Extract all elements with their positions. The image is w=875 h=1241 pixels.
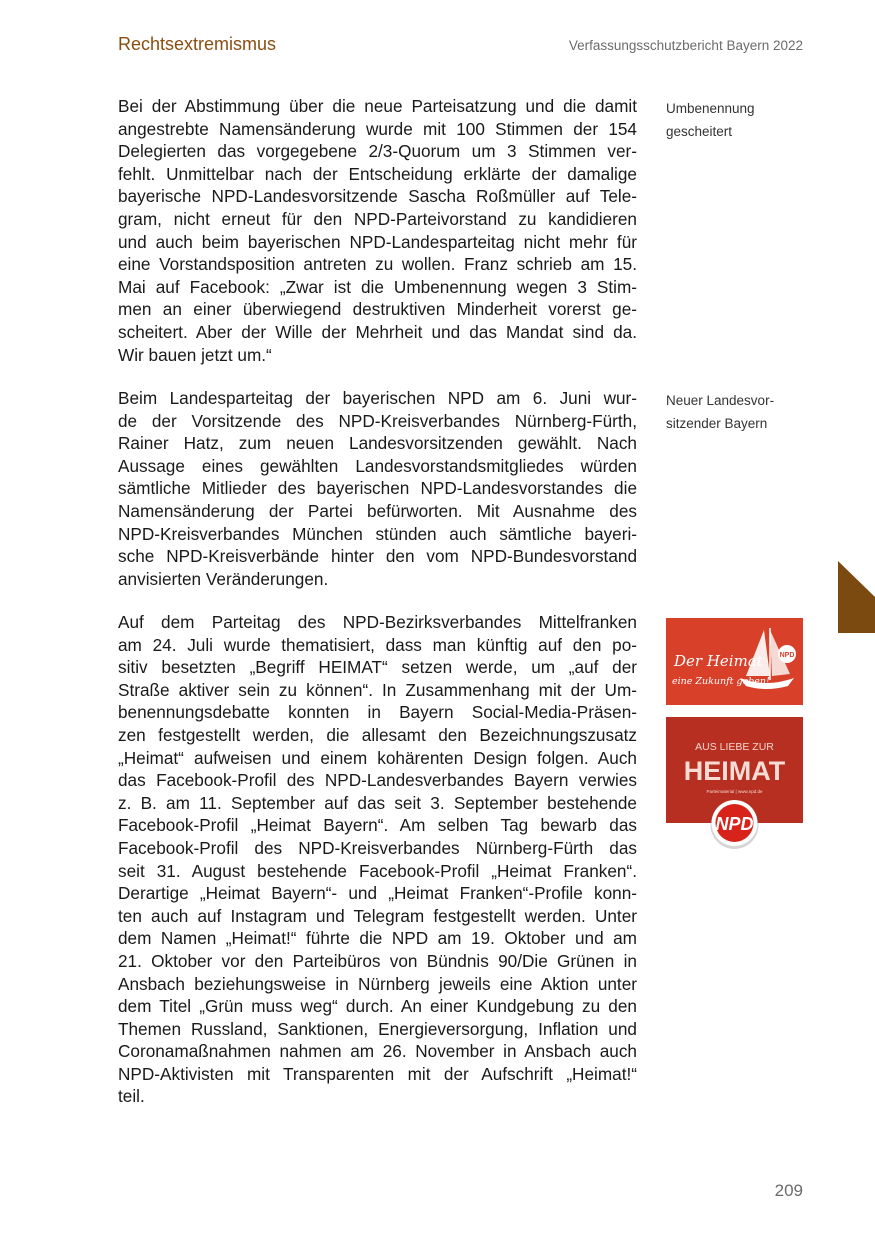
- body-paragraph-2: [118, 387, 637, 590]
- text-line: angestrebte Namensänderung wurde mit 100 Stimmen der 154: [118, 118, 637, 139]
- text-line: Rainer Hatz, zum neuen Landesvorsitzenden gewählt. Nach: [118, 433, 637, 454]
- aus-liebe-zur-heimat-image: [666, 717, 803, 854]
- text-line: bayerische NPD-Landesvorsitzende Sascha Roßmüller auf Tele-: [118, 186, 637, 207]
- heimat-poster-graphic: [666, 717, 803, 854]
- text-line: Ansbach beziehungsweise in Nürnberg jeweils eine Aktion unter: [118, 973, 637, 994]
- text-line: Themen Russland, Sanktionen, Energieversorgung, Inflation und: [118, 1018, 637, 1039]
- margin-note-line: gescheitert: [666, 124, 733, 139]
- text-line: seit 31. August bestehende Facebook-Profil „Heimat Franken“.: [118, 860, 637, 881]
- running-header-section: Rechtsextremismus: [118, 34, 277, 54]
- margin-note-line: sitzender Bayern: [666, 416, 768, 431]
- npd-badge-text: NPD: [779, 652, 795, 659]
- text-line: Facebook-Profil „Heimat Bayern“. Am selben Tag bewarb das: [118, 815, 637, 836]
- text-line: Wir bauen jetzt um.“: [118, 344, 272, 365]
- heimat-banner-graphic: [666, 618, 803, 705]
- heimat-banner-image: [666, 618, 803, 705]
- text-line: 21. Oktober vor den Parteibüros von Bündnis 90/Die Grünen in: [118, 950, 637, 971]
- text-line: Mai auf Facebook: „Zwar ist die Umbenennung wegen 3 Stim-: [118, 276, 637, 297]
- text-line: und auch beim bayerischen NPD-Landesparteitag nicht mehr für: [118, 231, 637, 252]
- text-line: Coronamaßnahmen nahmen am 26. November in Ansbach auch: [118, 1041, 637, 1062]
- text-line: Aussage eines gewählten Landesvorstandsmitgliedes würden: [118, 455, 637, 476]
- text-line: eine Vorstandsposition antreten zu wollen. Franz schrieb am 15.: [118, 254, 637, 275]
- text-line: dem Titel „Grün muss weg“ durch. An einer Kundgebung zu den: [118, 996, 637, 1017]
- text-line: Auf dem Parteitag des NPD-Bezirksverbandes Mittelfranken: [118, 612, 637, 632]
- page-number: 209: [774, 1181, 803, 1200]
- text-line: scheitert. Aber der Wille der Mehrheit und das Mandat sind da.: [118, 321, 637, 342]
- text-line: fehlt. Unmittelbar nach der Entscheidung erklärte der damalige: [118, 163, 637, 184]
- text-line: dem Namen „Heimat!“ führte die NPD am 19. Oktober und am: [118, 928, 637, 949]
- text-line: Facebook-Profil des NPD-Kreisverbandes Nürnberg-Fürth das: [118, 837, 637, 858]
- poster-headline: HEIMAT: [683, 756, 786, 786]
- margin-note-new-chair: [666, 389, 806, 435]
- text-line: men an einer überwiegend destruktiven Minderheit vorerst ge-: [118, 299, 637, 320]
- margin-note-renaming-failed: [666, 97, 806, 143]
- poster-small-text: Parteimaterial | www.npd.de: [706, 789, 763, 794]
- text-line: sämtliche Mitlieder des bayerischen NPD-Landesvorstandes die: [118, 478, 637, 499]
- text-line: am 24. Juli wurde thematisiert, dass man künftig auf den po-: [118, 634, 637, 655]
- text-line: Straße aktiver sein zu können“. In Zusammenhang mit der Um-: [118, 679, 637, 700]
- running-header-title: Verfassungsschutzbericht Bayern 2022: [568, 38, 803, 53]
- text-line: sche NPD-Kreisverbände hinter den vom NPD-Bundesvorstand: [118, 546, 637, 567]
- text-line: zen festgestellt werden, die allesamt den Bezeichnungszusatz: [118, 724, 637, 745]
- text-line: anvisierten Veränderungen.: [118, 568, 329, 589]
- heimat-script-line-1: Der Heimat: [674, 652, 763, 670]
- text-line: NPD-Kreisverbandes München stünden auch sämtliche bayeri-: [118, 523, 637, 544]
- margin-note-line: Umbenennung: [666, 101, 755, 116]
- text-line: Bei der Abstimmung über die neue Parteisatzung und die damit: [118, 96, 637, 116]
- text-line: ten auch auf Instagram und Telegram festgestellt werden. Unter: [118, 905, 637, 926]
- poster-kicker: AUS LIEBE ZUR: [695, 741, 774, 753]
- margin-note-line: Neuer Landesvor-: [666, 393, 775, 408]
- heimat-script-line-2: eine Zukunft geben!: [672, 676, 770, 687]
- npd-logo-text: NPD: [715, 814, 754, 834]
- text-line: „Heimat“ aufweisen und einem kohärenten Design folgen. Auch: [118, 747, 637, 768]
- chapter-tab-marker: [838, 561, 875, 633]
- text-line: z. B. am 11. September auf das seit 3. September bestehende: [118, 792, 637, 813]
- body-paragraph-1: [118, 95, 637, 366]
- text-line: Delegierten das vorgegebene 2/3-Quorum um 3 Stimmen ver-: [118, 141, 637, 162]
- text-line: de der Vorsitzende des NPD-Kreisverbandes Nürnberg-Fürth,: [118, 410, 637, 431]
- text-line: benennungsdebatte konnten in Bayern Social-Media-Präsen-: [118, 702, 637, 723]
- text-line: Beim Landesparteitag der bayerischen NPD am 6. Juni wur-: [118, 388, 637, 408]
- text-line: NPD-Aktivisten mit Transparenten mit der Aufschrift „Heimat!“: [118, 1063, 637, 1084]
- text-line: Derartige „Heimat Bayern“- und „Heimat Franken“-Profile konn-: [118, 883, 637, 904]
- text-line: gram, nicht erneut für den NPD-Parteivorstand zu kandidieren: [118, 208, 637, 229]
- body-paragraph-3: [118, 611, 637, 1108]
- text-line: teil.: [118, 1086, 145, 1107]
- text-line: Namensänderung der Partei befürworten. Mit Ausnahme des: [118, 500, 637, 521]
- text-line: das Facebook-Profil des NPD-Landesverbandes Bayern verwies: [118, 770, 637, 791]
- text-line: sitiv besetzten „Begriff HEIMAT“ setzen werde, um „auf der: [118, 657, 637, 678]
